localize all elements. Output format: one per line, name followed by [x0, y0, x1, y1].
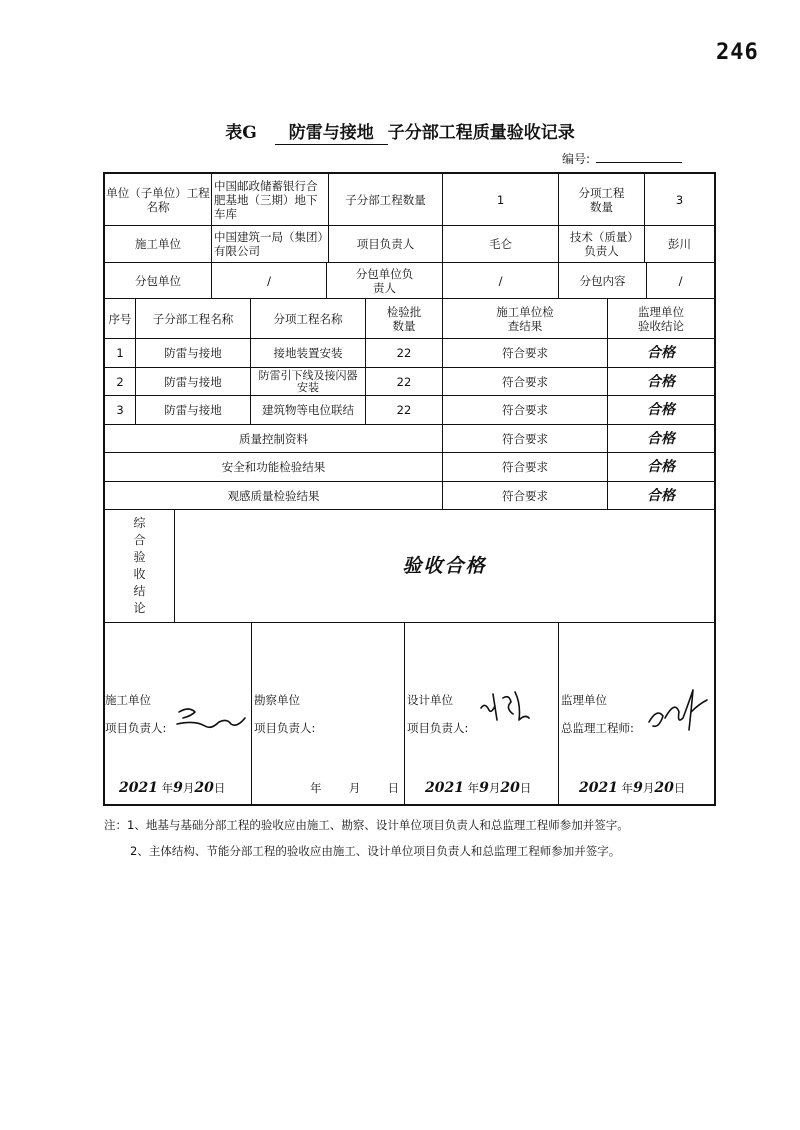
overall-label-cell — [105, 510, 174, 622]
appearance-check: 符合要求 — [502, 488, 548, 503]
form-title-suffix: 子分部工程质量验收记录 — [387, 123, 575, 143]
constructor-label: 施工单位 — [135, 237, 181, 251]
quality-data-conclusion: 合格 — [647, 430, 675, 447]
safety-test-label: 安全和功能检验结果 — [221, 460, 326, 474]
appearance-label: 观感质量检验结果 — [227, 488, 320, 503]
sub-count-label: 子分部工程数量 — [345, 192, 426, 207]
check-header: 施工单位检查结果 — [496, 304, 554, 333]
row-3-item: 建筑物等电位联结 — [262, 403, 354, 417]
sign-3-day: 20 — [500, 780, 520, 796]
sign-3-year-unit: 年 — [467, 781, 480, 795]
sign-4-date — [579, 780, 685, 796]
serial-blank — [596, 152, 682, 163]
row-1-batch: 22 — [396, 346, 412, 360]
appearance-conclusion: 合格 — [647, 487, 675, 504]
sign-2-role: 项目负责人: — [254, 721, 316, 735]
sign-4-day-unit: 日 — [673, 781, 686, 795]
page-number: 246 — [716, 40, 759, 65]
sign-4-month-unit: 月 — [642, 781, 655, 795]
sub-pm-value: / — [498, 273, 503, 288]
row-2-check: 符合要求 — [502, 374, 548, 389]
seq-header: 序号 — [108, 311, 132, 326]
note-1: 注：1、地基与基础分部工程的验收应由施工、勘察、设计单位项目负责人和总监理工程师参加并签字。 — [104, 818, 629, 832]
quality-data-check: 符合要求 — [502, 431, 548, 446]
row-2-sub: 防雷与接地 — [164, 374, 222, 389]
conclusion-header: 监理单位验收结论 — [638, 304, 684, 333]
sign-4-role: 总监理工程师: — [561, 721, 634, 735]
tech-value: 彭川 — [668, 237, 691, 251]
row-2-conclusion: 合格 — [647, 373, 675, 390]
subcontractor-value: / — [267, 273, 271, 288]
sub-content-label: 分包内容 — [579, 273, 626, 288]
sign-4-month: 9 — [633, 780, 643, 796]
row-2-batch: 22 — [396, 374, 412, 389]
sign-1-month: 9 — [173, 780, 183, 796]
row-3-conclusion: 合格 — [647, 402, 675, 418]
row-3-sub: 防雷与接地 — [164, 403, 222, 417]
sign-4-year: 2021 — [579, 780, 618, 796]
row-2-item: 防雷引下线及接闪器安装 — [258, 368, 358, 394]
form-code: 表G — [225, 123, 257, 143]
overall-value: 验收合格 — [402, 555, 487, 577]
sign-1-role: 项目负责人: — [105, 721, 167, 735]
row-3-batch: 22 — [396, 403, 412, 417]
sign-3-year: 2021 — [425, 780, 464, 796]
item-count-label: 分项工程数量 — [578, 185, 625, 214]
row-1-conclusion: 合格 — [647, 345, 675, 361]
sign-4-unit: 监理单位 — [561, 693, 607, 707]
sub-name-header: 子分部工程名称 — [152, 311, 234, 326]
row-1-seq: 1 — [116, 346, 124, 360]
constructor-value: 中国建筑一局（集团）有限公司 — [214, 230, 324, 258]
sign-1-date — [119, 780, 225, 796]
row-1-check: 符合要求 — [502, 346, 548, 360]
constructor-signature — [175, 704, 247, 734]
supervisor-signature — [645, 682, 711, 734]
sign-3-unit: 设计单位 — [407, 693, 453, 707]
acceptance-table — [103, 172, 716, 806]
sign-3-day-unit: 日 — [519, 781, 532, 795]
sign-1-year-unit: 年 — [161, 781, 174, 795]
notes — [104, 812, 629, 864]
sign-2-unit: 勘察单位 — [254, 693, 300, 707]
sign-3-date — [425, 780, 531, 796]
sign-3-role: 项目负责人: — [407, 721, 469, 735]
sub-pm-label: 分包单位负责人 — [355, 266, 414, 295]
unit-name-label: 单位（子单位）工程名称 — [106, 185, 210, 214]
subcontractor-label: 分包单位 — [135, 273, 181, 288]
sub-count-value: 1 — [496, 192, 505, 207]
sign-4-day: 20 — [654, 780, 674, 796]
pm-value: 毛仑 — [489, 237, 512, 251]
pm-label: 项目负责人 — [356, 237, 415, 251]
sign-1-month-unit: 月 — [182, 781, 195, 795]
serial-number — [562, 150, 682, 167]
sign-1-year: 2021 — [119, 780, 158, 796]
designer-signature — [475, 684, 535, 726]
item-name-header: 分项工程名称 — [273, 311, 343, 326]
unit-name-value: 中国邮政储蓄银行合肥基地（三期）地下车库 — [214, 178, 318, 221]
row-1-sub: 防雷与接地 — [164, 346, 222, 360]
row-3-seq: 3 — [116, 403, 124, 417]
sign-1-unit: 施工单位 — [105, 693, 151, 707]
batch-header: 检验批数量 — [386, 304, 422, 333]
row-1-item: 接地装置安装 — [273, 346, 343, 360]
item-count-value: 3 — [675, 192, 684, 207]
sign-2-year-unit: 年 — [310, 781, 322, 795]
form-title — [0, 118, 800, 145]
sign-2-day-unit: 日 — [387, 781, 400, 795]
sign-2-date — [310, 780, 399, 796]
tech-label: 技术（质量）负责人 — [569, 230, 634, 258]
sign-3-month-unit: 月 — [488, 781, 501, 795]
quality-data-label: 质量控制资料 — [239, 431, 308, 446]
row-3-check: 符合要求 — [502, 403, 548, 417]
sign-1-day: 20 — [194, 780, 214, 796]
sign-1-day-unit: 日 — [213, 781, 226, 795]
serial-label: 编号: — [562, 152, 591, 166]
safety-test-conclusion: 合格 — [647, 459, 675, 475]
sign-3-month: 9 — [479, 780, 489, 796]
safety-test-check: 符合要求 — [502, 460, 548, 474]
overall-label: 综合验收结论 — [133, 516, 146, 615]
sub-project-name: 防雷与接地 — [275, 118, 388, 145]
note-2: 2、主体结构、节能分部工程的验收应由施工、设计单位项目负责人和总监理工程师参加并签字。 — [130, 844, 621, 858]
row-2-seq: 2 — [116, 374, 124, 389]
sub-content-value: / — [678, 273, 683, 288]
sign-4-year-unit: 年 — [621, 781, 634, 795]
sign-2-month-unit: 月 — [348, 781, 361, 795]
